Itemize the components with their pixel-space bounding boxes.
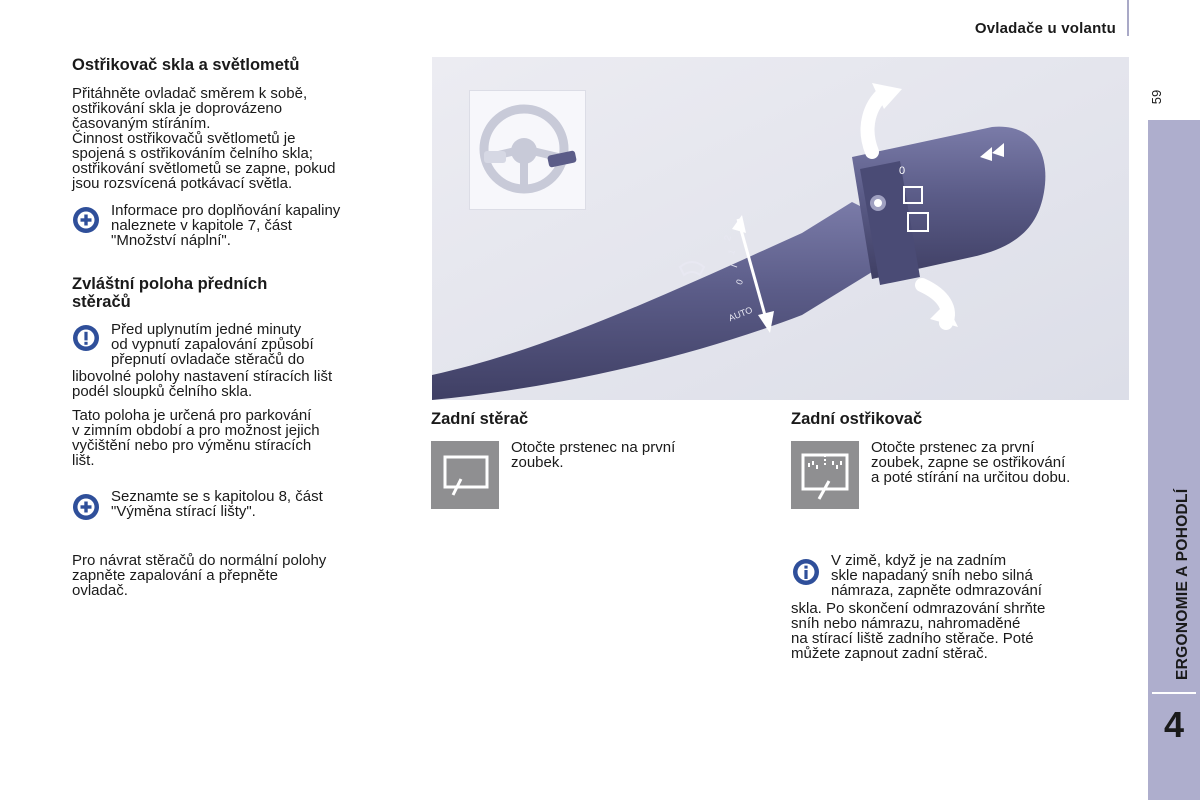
special-paragraph-2: Pro návrat stěračů do normální polohy zapněte zapalování a přepněte ovladač. — [72, 552, 327, 599]
washer-paragraph-1: Přitáhněte ovladač směrem k sobě, ostřikování skla je doprovázeno časovaným stíráním. — [72, 85, 308, 132]
chapter-title: ERGONOMIE A POHODLÍ — [1174, 488, 1191, 680]
winter-info-bottom: skla. Po skončení odmrazování shrňte sníh nebo námrazu, nahromaděné na stírací liště zadního stěrače. Poté můžete zapnout zadní stěrač. — [791, 600, 1046, 662]
rear-wiper-title: Zadní stěrač — [431, 410, 529, 428]
rear-washer-text: Otočte prstenec za první zoubek, zapne se ostřikování a poté stírání na určitou dobu. — [871, 439, 1071, 486]
special-note: Seznamte se s kapitolou 8, část "Výměna stírací lišty". — [111, 488, 323, 520]
scale-label-auto: AUTO — [727, 304, 754, 324]
steering-wheel-thumbnail — [469, 90, 586, 210]
scale-label-i: I — [729, 263, 740, 269]
scale-label-2: 2 — [721, 233, 734, 243]
chapter-number: 4 — [1163, 704, 1185, 745]
info-icon — [792, 558, 820, 586]
rear-wiper-icon — [431, 441, 499, 509]
section-title: Ovladače u volantu — [974, 20, 1116, 37]
rear-wiper-section — [431, 410, 731, 428]
warning-icon — [72, 324, 100, 352]
header-divider — [1127, 0, 1129, 36]
washer-note: Informace pro doplňování kapaliny naleznete v kapitole 7, část "Množství náplní". — [111, 202, 341, 249]
chapter-title-wrap — [1148, 120, 1200, 700]
sidebar-divider — [1152, 692, 1196, 694]
ring-label-0: 0 — [899, 165, 906, 177]
washer-section — [72, 56, 417, 74]
scale-label-1: 1 — [725, 247, 738, 257]
plus-info-icon — [72, 493, 100, 521]
rear-washer-section — [791, 410, 1111, 428]
washer-paragraph-2: Činnost ostřikovačů světlometů je spojená s ostřikováním čelního skla; ostřikování světlometů se zapne, pokud jsou rozsvícená potkávací světla. — [72, 130, 336, 192]
special-paragraph-1: Tato poloha je určená pro parkování v zimním období a pro možnost jejich vyčištění nebo pro výměnu stíracích lišt. — [72, 407, 320, 469]
special-warning-top: Před uplynutím jedné minuty od vypnutí zapalování způsobí přepnutí ovladače stěračů do — [111, 321, 314, 368]
plus-info-icon — [72, 206, 100, 234]
winter-info-top: V zimě, když je na zadním skle napadaný sníh nebo silná námraza, zapněte odmrazování — [831, 552, 1042, 599]
special-warning-bottom: libovolné polohy nastavení stíracích lišt podél sloupků čelního skla. — [72, 368, 333, 400]
special-position-heading: Zvláštní poloha předních stěračů — [72, 275, 268, 311]
page-number: 59 — [1149, 89, 1164, 105]
rear-wiper-text: Otočte prstenec na první zoubek. — [511, 439, 676, 471]
scale-label-0: 0 — [733, 277, 746, 287]
rear-washer-title: Zadní ostřikovač — [791, 410, 923, 428]
rear-washer-icon — [791, 441, 859, 509]
washer-title: Ostřikovač skla a světlometů — [72, 56, 300, 74]
